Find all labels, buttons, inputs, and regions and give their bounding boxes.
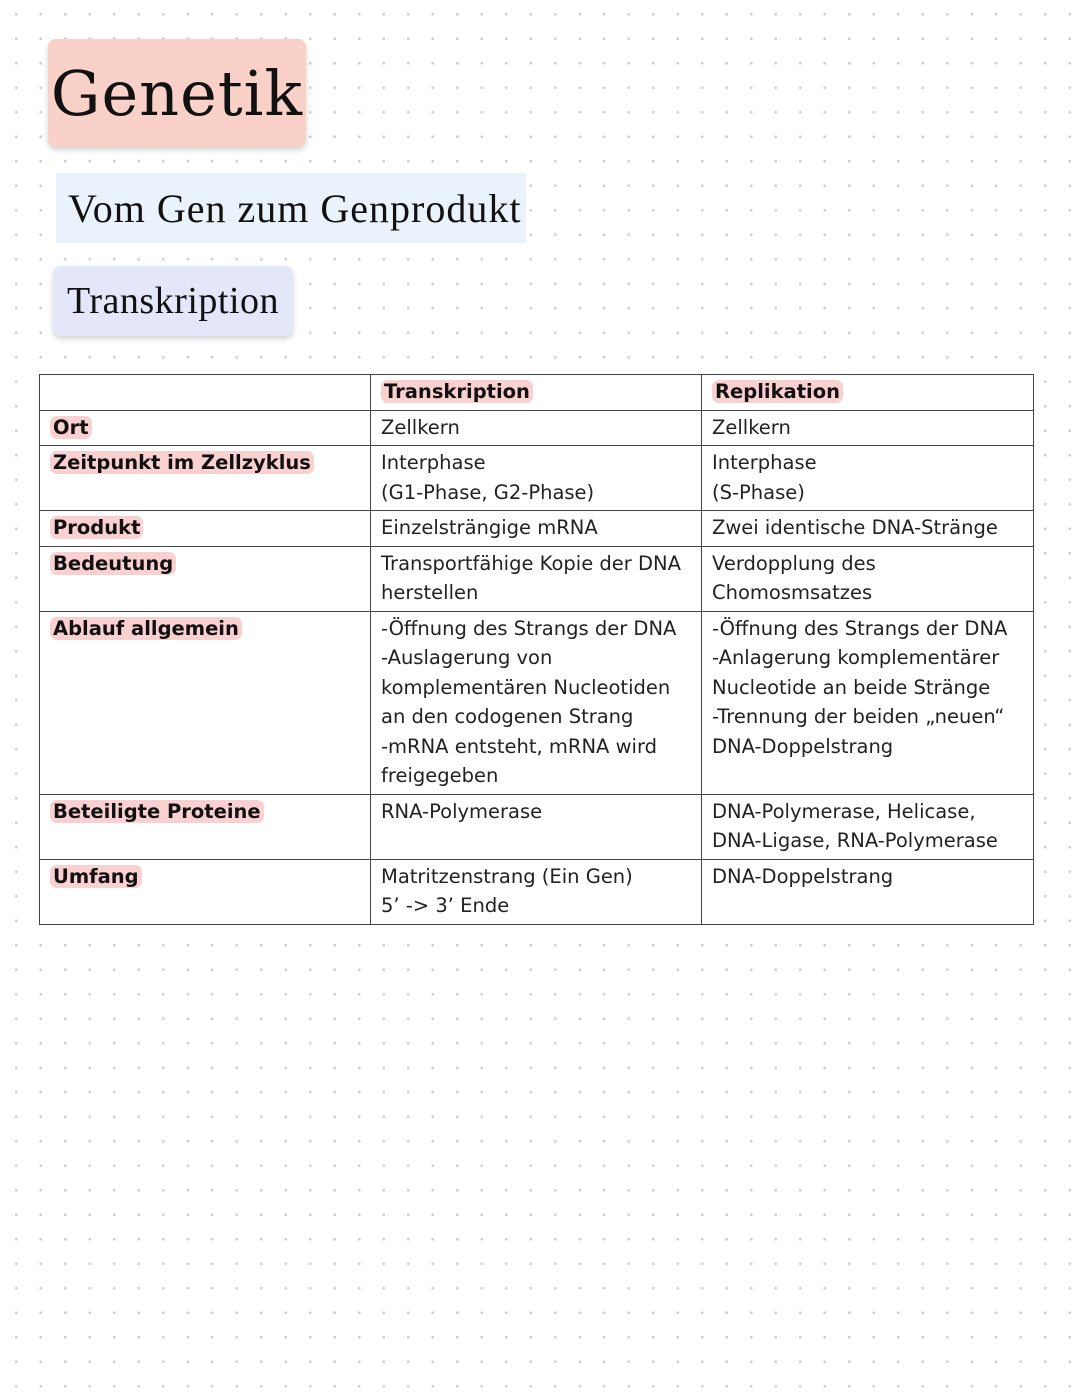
row-label-cell [40,859,371,924]
replikation-cell [702,410,1034,446]
replikation-cell-line: Zwei identische DNA-Stränge [712,516,998,539]
table-row [40,546,1034,611]
replikation-cell-line: DNA-Polymerase, Helicase, [712,799,976,823]
replikation-cell [702,446,1034,511]
page-title: Genetik [50,56,304,130]
replikation-cell-line: -Trennung der beiden „neuen“ [712,705,1005,728]
replikation-cell-line: DNA-Ligase, RNA-Polymerase [712,829,998,852]
column-header-replikation: Replikation [712,380,843,403]
table-row [40,446,1034,511]
row-label-cell [40,611,371,794]
table-row [40,410,1034,446]
replikation-cell-line: Interphase [712,451,817,474]
comparison-table [39,374,1034,925]
transkription-cell-line: Matritzenstrang (Ein Gen) [381,864,633,888]
replikation-cell [702,859,1034,924]
transkription-cell [371,859,702,924]
replikation-cell-line: Nucleotide an beide Stränge [712,675,991,699]
replikation-cell-line: -Anlagerung komplementärer [712,646,1000,669]
row-label: Zeitpunkt im Zellzyklus [50,451,314,474]
section-heading: Transkription [66,280,279,322]
replikation-cell-line: DNA-Doppelstrang [712,864,894,888]
row-label: Ort [50,416,92,439]
transkription-cell [371,511,702,547]
table-row [40,794,1034,859]
transkription-cell-line: RNA-Polymerase [381,799,543,823]
table-row [40,511,1034,547]
page-subtitle: Vom Gen zum Genprodukt [68,185,522,231]
transkription-cell [371,446,702,511]
transkription-cell-line: Einzelsträngige mRNA [381,516,598,539]
transkription-cell-line: -Öffnung des Strangs der DNA [381,616,677,640]
row-label-cell [40,546,371,611]
replikation-cell-line: -Öffnung des Strangs der DNA [712,616,1008,640]
transkription-cell [371,410,702,446]
row-label-cell [40,511,371,547]
header-cell-transkription [371,375,702,411]
row-label: Umfang [50,865,142,888]
replikation-cell-line: DNA-Doppelstrang [712,734,894,758]
transkription-cell-line: Zellkern [381,415,460,439]
transkription-cell-line: (G1-Phase, G2-Phase) [381,480,595,504]
transkription-cell [371,611,702,794]
section-card [53,266,293,336]
row-label: Ablauf allgemein [50,617,242,640]
subtitle-card [56,173,526,243]
row-label-cell [40,446,371,511]
transkription-cell [371,546,702,611]
replikation-cell-line: Chomosmsatzes [712,581,873,604]
replikation-cell-line: (S-Phase) [712,480,805,504]
row-label: Bedeutung [50,552,176,575]
row-label: Beteiligte Proteine [50,800,264,823]
title-card [48,39,306,147]
replikation-cell [702,794,1034,859]
row-label-cell [40,410,371,446]
transkription-cell-line: 5’ -> 3’ Ende [381,894,510,917]
replikation-cell [702,546,1034,611]
header-cell-empty [40,375,371,411]
table-row [40,859,1034,924]
header-cell-replikation [702,375,1034,411]
table-body [40,375,1034,925]
replikation-cell [702,611,1034,794]
transkription-cell-line: an den codogenen Strang [381,705,634,728]
replikation-cell [702,511,1034,547]
replikation-cell-line: Zellkern [712,415,791,439]
transkription-cell-line: Interphase [381,451,486,474]
transkription-cell-line: freigegeben [381,764,499,787]
transkription-cell-line: -Auslagerung von [381,646,553,669]
transkription-cell-line: herstellen [381,581,479,604]
table-row [40,611,1034,794]
row-label-cell [40,794,371,859]
transkription-cell-line: komplementären Nucleotiden [381,675,671,699]
table-header-row [40,375,1034,411]
transkription-cell-line: Transportfähige Kopie der DNA [381,551,681,575]
row-label: Produkt [50,516,143,539]
transkription-cell [371,794,702,859]
transkription-cell-line: -mRNA entsteht, mRNA wird [381,734,657,758]
replikation-cell-line: Verdopplung des [712,551,876,575]
column-header-transkription: Transkription [381,380,533,403]
